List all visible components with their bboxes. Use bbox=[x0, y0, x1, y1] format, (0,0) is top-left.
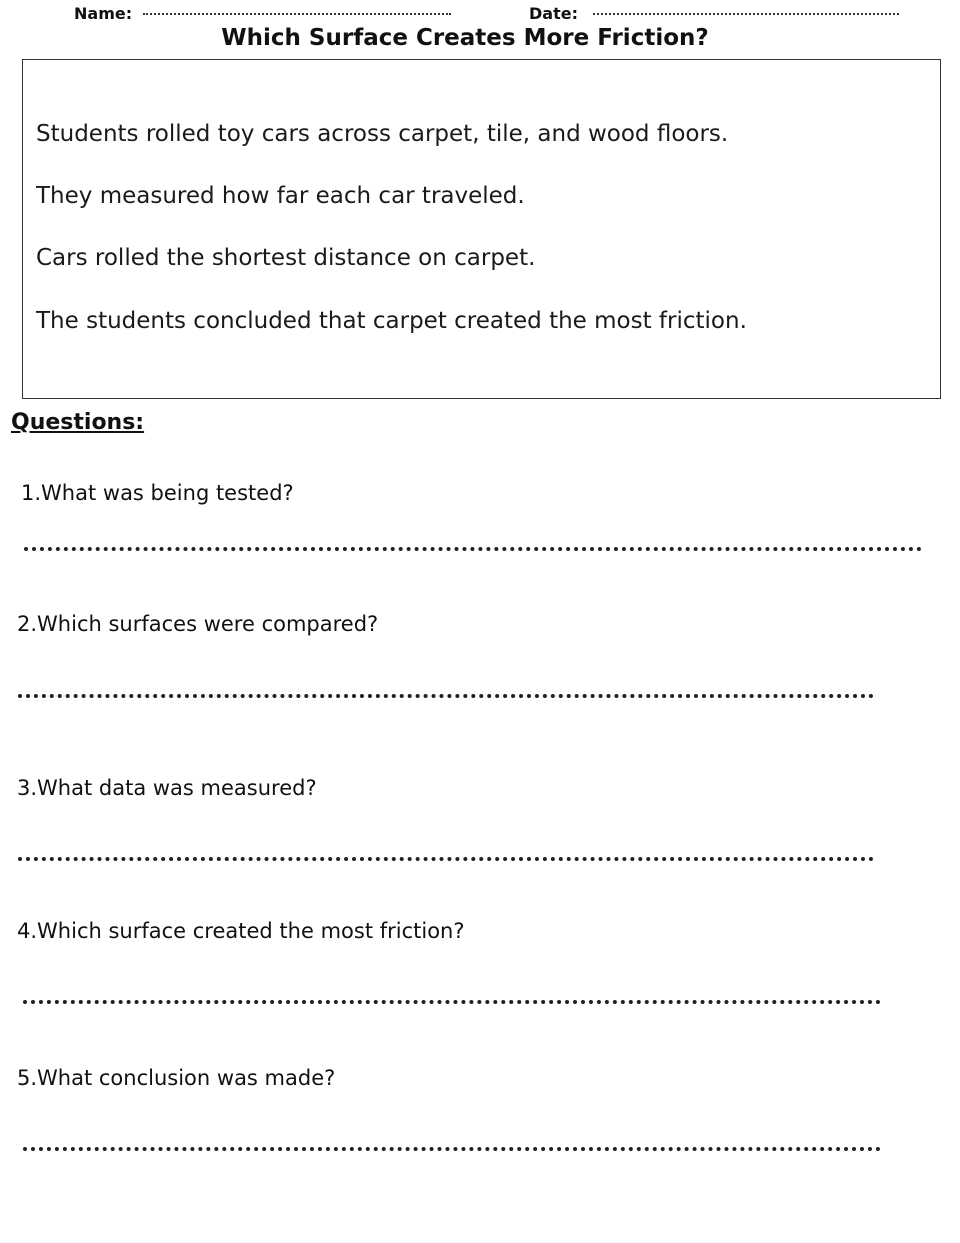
passage-line: Students rolled toy cars across carpet, tile, and wood floors. bbox=[36, 121, 729, 147]
question-3: 3.What data was measured? bbox=[17, 776, 317, 800]
passage-line: Cars rolled the shortest distance on carpet. bbox=[36, 245, 536, 271]
name-label: Name: bbox=[74, 4, 133, 23]
answer-line-1[interactable] bbox=[24, 547, 922, 551]
question-1: 1.What was being tested? bbox=[21, 481, 294, 505]
answer-line-3[interactable] bbox=[18, 857, 874, 861]
questions-heading: Questions: bbox=[11, 410, 145, 435]
name-field-line[interactable] bbox=[143, 13, 451, 15]
passage-line: The students concluded that carpet created the most friction. bbox=[36, 308, 747, 334]
answer-line-2[interactable] bbox=[18, 694, 874, 698]
passage-line: They measured how far each car traveled. bbox=[36, 183, 525, 209]
question-4: 4.Which surface created the most friction? bbox=[17, 919, 465, 943]
date-field-line[interactable] bbox=[593, 13, 899, 15]
passage-box bbox=[22, 59, 941, 399]
date-label: Date: bbox=[529, 4, 578, 23]
question-5: 5.What conclusion was made? bbox=[17, 1066, 336, 1090]
worksheet-title: Which Surface Creates More Friction? bbox=[221, 25, 709, 51]
answer-line-4[interactable] bbox=[23, 1000, 881, 1004]
question-2: 2.Which surfaces were compared? bbox=[17, 612, 379, 636]
answer-line-5[interactable] bbox=[23, 1147, 881, 1151]
